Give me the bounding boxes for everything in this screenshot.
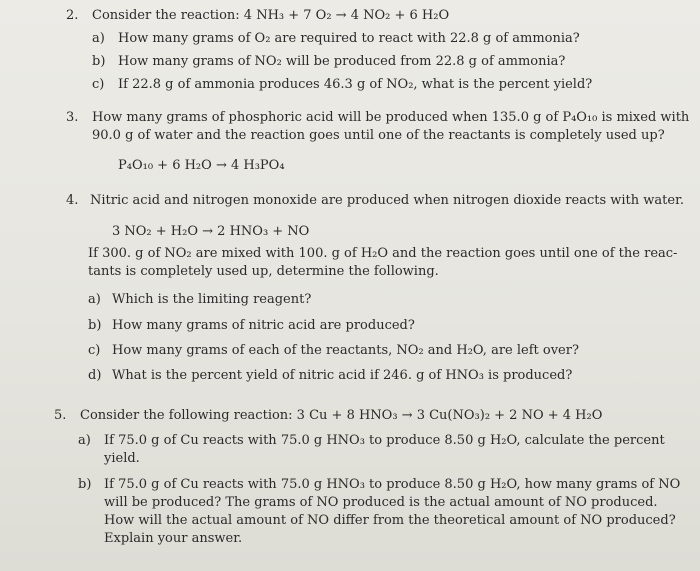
q3-line1: How many grams of phosphoric acid will be produced when 135.0 g of P₄O₁₀ is mixed with	[92, 110, 690, 125]
q5-a-line2: yield.	[104, 451, 140, 466]
q4-b-label: b)	[88, 318, 102, 333]
q4-intro-line1: If 300. g of NO₂ are mixed with 100. g of H₂O and the reaction goes until one of the reac-	[88, 246, 678, 261]
q3-number: 3.	[66, 110, 79, 125]
q4-d-label: d)	[88, 368, 102, 383]
q4-number: 4.	[66, 193, 79, 208]
q5-stem: Consider the following reaction: 3 Cu + 8 HNO₃ → 3 Cu(NO₃)₂ + 2 NO + 4 H₂O	[80, 408, 603, 423]
q5-b-label: b)	[78, 477, 92, 492]
q3-equation: P₄O₁₀ + 6 H₂O → 4 H₃PO₄	[118, 158, 285, 173]
q5-a-line1: If 75.0 g of Cu reacts with 75.0 g HNO₃ to produce 8.50 g H₂O, calculate the percent	[104, 433, 665, 448]
q5-b-line1: If 75.0 g of Cu reacts with 75.0 g HNO₃ to produce 8.50 g H₂O, how many grams of NO	[104, 477, 681, 492]
q2-b-text: How many grams of NO₂ will be produced from 22.8 g of ammonia?	[118, 54, 566, 69]
q4-equation: 3 NO₂ + H₂O → 2 HNO₃ + NO	[112, 224, 310, 239]
q4-intro-line2: tants is completely used up, determine the following.	[88, 264, 439, 279]
q2-c-label: c)	[92, 77, 105, 92]
q4-d-text: What is the percent yield of nitric acid if 246. g of HNO₃ is produced?	[112, 368, 573, 383]
q5-b-line2: will be produced? The grams of NO produced is the actual amount of NO produced.	[104, 495, 658, 510]
q2-a-label: a)	[92, 31, 105, 46]
q4-a-text: Which is the limiting reagent?	[112, 292, 312, 307]
q4-c-text: How many grams of each of the reactants, NO₂ and H₂O, are left over?	[112, 343, 579, 358]
q4-b-text: How many grams of nitric acid are produced?	[112, 318, 415, 333]
q2-c-text: If 22.8 g of ammonia produces 46.3 g of NO₂, what is the percent yield?	[118, 77, 593, 92]
q4-c-label: c)	[88, 343, 101, 358]
q4-a-label: a)	[88, 292, 101, 307]
q5-b-line3: How will the actual amount of NO differ from the theoretical amount of NO produced?	[104, 513, 676, 528]
q2-number: 2.	[66, 8, 79, 23]
q4-stem: Nitric acid and nitrogen monoxide are produced when nitrogen dioxide reacts with water.	[90, 193, 684, 208]
q5-a-label: a)	[78, 433, 91, 448]
q2-b-label: b)	[92, 54, 106, 69]
q3-line2: 90.0 g of water and the reaction goes until one of the reactants is completely used up?	[92, 128, 665, 143]
q5-b-line4: Explain your answer.	[104, 531, 243, 546]
q5-number: 5.	[54, 408, 67, 423]
q2-stem: Consider the reaction: 4 NH₃ + 7 O₂ → 4 NO₂ + 6 H₂O	[92, 8, 450, 23]
q2-a-text: How many grams of O₂ are required to react with 22.8 g of ammonia?	[118, 31, 580, 46]
